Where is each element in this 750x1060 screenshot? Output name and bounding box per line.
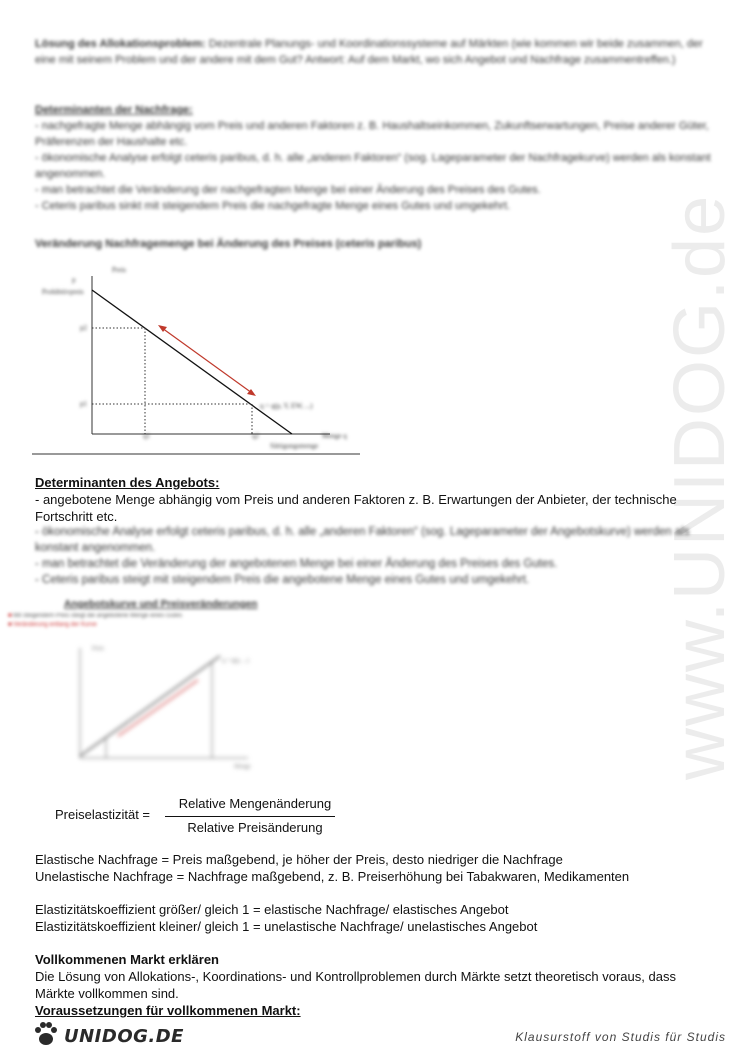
demand-line-4: - Ceteris paribus sinkt mit steigendem Preis die nachgefragte Menge eines Gutes und umgekehrt. <box>35 200 511 212</box>
allocation-paragraph <box>35 36 715 68</box>
tagline: Klausurstoff von Studis für Studis <box>515 1030 726 1044</box>
allocation-text: Dezentrale Planungs- und Koordinationssysteme auf Märkten (wie kommen wir beide zusammen, der eine mit seinem Problem und der andere mit dem Gut? Antwort: Auf dem Markt, wo sich Angebot und Nachfrage zusammentreffen.) <box>35 38 703 66</box>
saturation-label: Sättigungsmenge <box>270 442 319 450</box>
p1-label: p1 <box>80 400 87 408</box>
demand-y-top-label: Preis <box>112 266 126 274</box>
supply-function-label: q = q(p, ...) <box>222 658 249 664</box>
logo-text: UNIDOG.DE <box>64 1026 184 1047</box>
coefficient-lines <box>35 901 715 935</box>
market-section <box>35 951 715 1019</box>
supply-chart-legend <box>8 612 182 630</box>
p2-label: p2 <box>80 324 87 332</box>
demand-line-2: - ökonomische Analyse erfolgt ceteris paribus, d. h. alle „anderen Faktoren“ (sog. Lageparameter der Nachfragekurve) werden als konstant angenommen. <box>35 152 711 180</box>
supply-line-1: - angebotene Menge abhängig vom Preis und anderen Faktoren z. B. Erwartungen der Anbieter, der technische Fortschritt etc. <box>35 492 677 524</box>
market-heading: Vollkommenen Markt erklären <box>35 952 219 967</box>
prohibitive-price-label: Prohibitivpreis <box>42 288 84 296</box>
supply-line-2: - ökonomische Analyse erfolgt ceteris paribus, d. h. alle „anderen Faktoren“ (sog. Lageparameter der Angebotskurve) werden als konstant angenommen. <box>35 526 690 554</box>
inelastic-demand-line: Unelastische Nachfrage = Nachfrage maßgebend, z. B. Preiserhöhung bei Tabakwaren, Medikamenten <box>35 869 630 884</box>
demand-line-1: - nachgefragte Menge abhängig vom Preis und anderen Faktoren z. B. Haushaltseinkommen, Zukunftserwartungen, Preise anderer Güter, Präferenzen der Haushalte etc. <box>35 120 709 148</box>
demand-heading: Determinanten der Nachfrage: <box>35 104 193 116</box>
supply-chart <box>58 640 268 774</box>
supply-blurred-lines <box>35 524 715 588</box>
coef-smaller-line: Elastizitätskoeffizient kleiner/ gleich 1 = unelastische Nachfrage/ unelastisches Angebot <box>35 919 538 934</box>
supply-section <box>35 474 715 525</box>
coef-greater-line: Elastizitätskoeffizient größer/ gleich 1 = elastische Nachfrage/ elastisches Angebot <box>35 902 509 917</box>
demand-curve <box>92 290 292 434</box>
legend-item-2: ■ Veränderung entlang der Kurve <box>8 622 97 628</box>
supply-arrow <box>118 680 198 736</box>
supply-line-3: - man betrachtet die Veränderung der angebotenen Menge bei einer Änderung des Preises des Gutes. <box>35 558 558 570</box>
supply-curve <box>80 656 220 756</box>
supply-chart-heading: Angebotskurve und Preisveränderungen <box>64 599 258 610</box>
q1-label: q1 <box>143 432 150 440</box>
allocation-lead: Lösung des Allokationsproblem: <box>35 38 206 50</box>
elasticity-denominator: Relative Preisänderung <box>187 820 323 835</box>
elasticity-lines <box>35 851 715 885</box>
unidog-logo[interactable] <box>24 1016 184 1052</box>
demand-line-3: - man betrachtet die Veränderung der nachgefragten Menge bei einer Änderung des Preises des Gutes. <box>35 184 541 196</box>
demand-chart <box>30 262 370 458</box>
legend-item-1: ■ Mit steigendem Preis steigt die angebotene Menge eines Gutes <box>8 613 183 619</box>
elastic-demand-line: Elastische Nachfrage = Preis maßgebend, je höher der Preis, desto niedriger die Nachfrage <box>35 852 563 867</box>
q2-label: q2 <box>252 432 259 440</box>
movement-arrow <box>158 325 256 396</box>
demand-function-label: q = q(p, Y, EW, ...) <box>260 402 313 410</box>
demand-y-axis-label: p <box>72 276 76 284</box>
demand-section <box>35 102 715 214</box>
supply-x-axis-label: Menge <box>234 764 251 770</box>
paw-print-icon <box>30 1018 62 1050</box>
elasticity-formula <box>55 792 355 842</box>
x-axis-label: Menge q <box>322 432 347 440</box>
supply-heading: Determinanten des Angebots: <box>35 475 220 490</box>
elasticity-lhs: Preiselastizität = <box>55 807 151 822</box>
elasticity-numerator: Relative Mengenänderung <box>178 796 332 811</box>
market-prereq-heading: Voraussetzungen für vollkommenen Markt: <box>35 1003 301 1018</box>
supply-line-4: - Ceteris paribus steigt mit steigendem Preis die angebotene Menge eines Gutes und umgekehrt. <box>35 574 530 586</box>
demand-chart-heading: Veränderung Nachfragemenge bei Änderung des Preises (ceteris paribus) <box>35 238 422 250</box>
fraction-bar <box>165 816 335 817</box>
market-text: Die Lösung von Allokations-, Koordinations- und Kontrollproblemen durch Märkte setzt theoretisch voraus, dass Märkte vollkommen sind. <box>35 969 676 1001</box>
watermark: www.UNIDOG.de <box>660 193 740 780</box>
supply-y-axis-label: Preis <box>92 646 104 652</box>
